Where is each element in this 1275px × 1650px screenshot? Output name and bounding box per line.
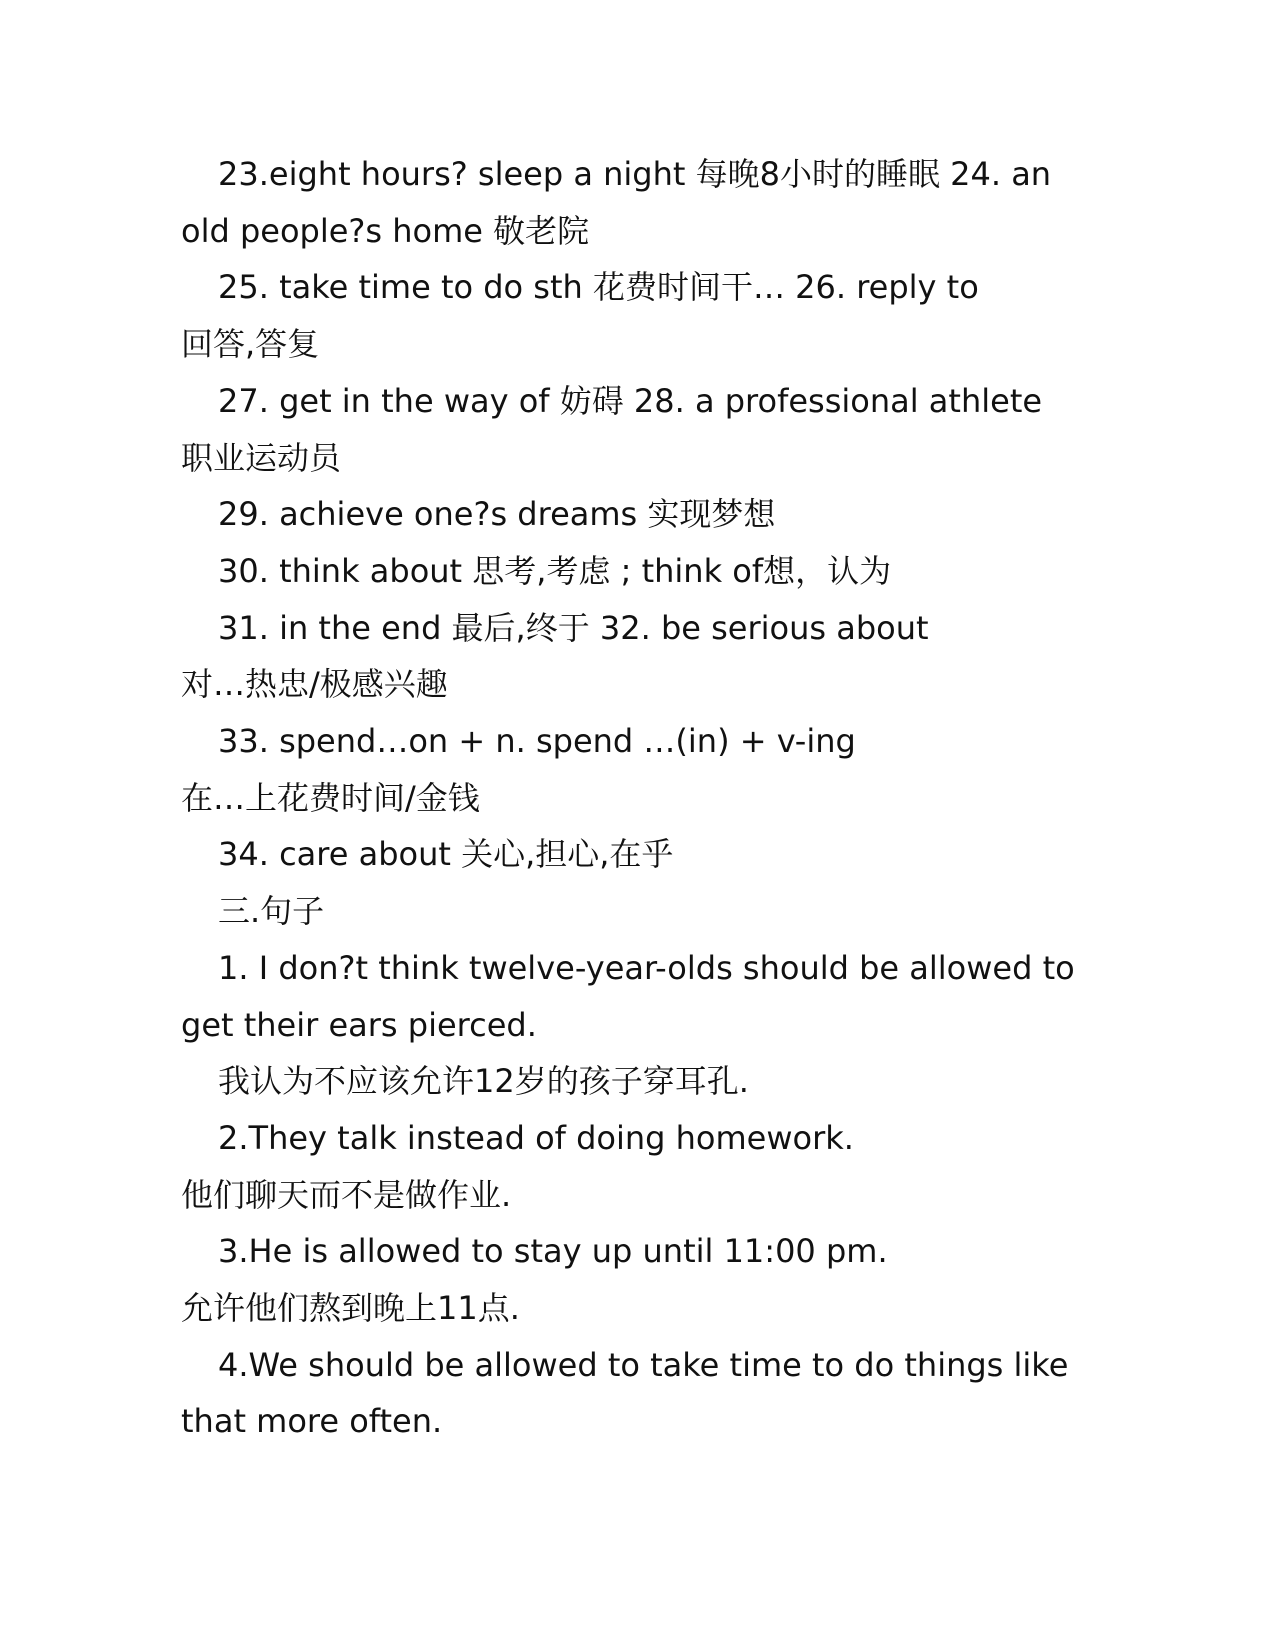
text-line-12: 在…上花费时间/金钱 [181,778,480,817]
text-line-3: 25. take time to do sth 花费时间干… 26. reply to [218,268,979,307]
text-line-6: 职业运动员 [181,438,342,477]
text-line-15: 1. I don?t think twelve-year-olds should be allowed to [218,948,1075,987]
text-line-18: 2.They talk instead of doing homework. [218,1118,854,1157]
text-line-23: that more often. [181,1402,443,1441]
text-line-7: 29. achieve one?s dreams 实现梦想 [218,495,776,534]
text-line-4: 回答,答复 [181,325,320,364]
text-line-1: 23.eight hours? sleep a night 每晚8小时的睡眠 24. an [218,155,1052,193]
document-body [181,146,1101,1450]
text-line-11: 33. spend…on + n. spend …(in) + v-ing [218,722,856,761]
text-line-17: 我认为不应该允许12岁的孩子穿耳孔. [218,1062,749,1101]
text-line-20: 3.He is allowed to stay up until 11:00 pm. [218,1232,888,1271]
text-line-9: 31. in the end 最后,终于 32. be serious about [218,608,929,647]
text-line-16: get their ears pierced. [181,1005,537,1044]
text-line-8: 30. think about 思考,考虑 ; think of想，认为 [218,551,892,590]
text-line-19: 他们聊天而不是做作业. [181,1175,512,1214]
text-line-5: 27. get in the way of 妨碍 28. a professional athlete [218,381,1043,420]
text-line-10: 对…热忠/极感兴趣 [181,665,448,704]
section-heading: 三.句子 [218,892,325,931]
text-line-2: old people?s home 敬老院 [181,211,590,250]
text-line-22: 4.We should be allowed to take time to do things like [218,1345,1069,1384]
text-line-21: 允许他们熬到晚上11点. [181,1289,520,1328]
text-line-13: 34. care about 关心,担心,在乎 [218,835,674,874]
